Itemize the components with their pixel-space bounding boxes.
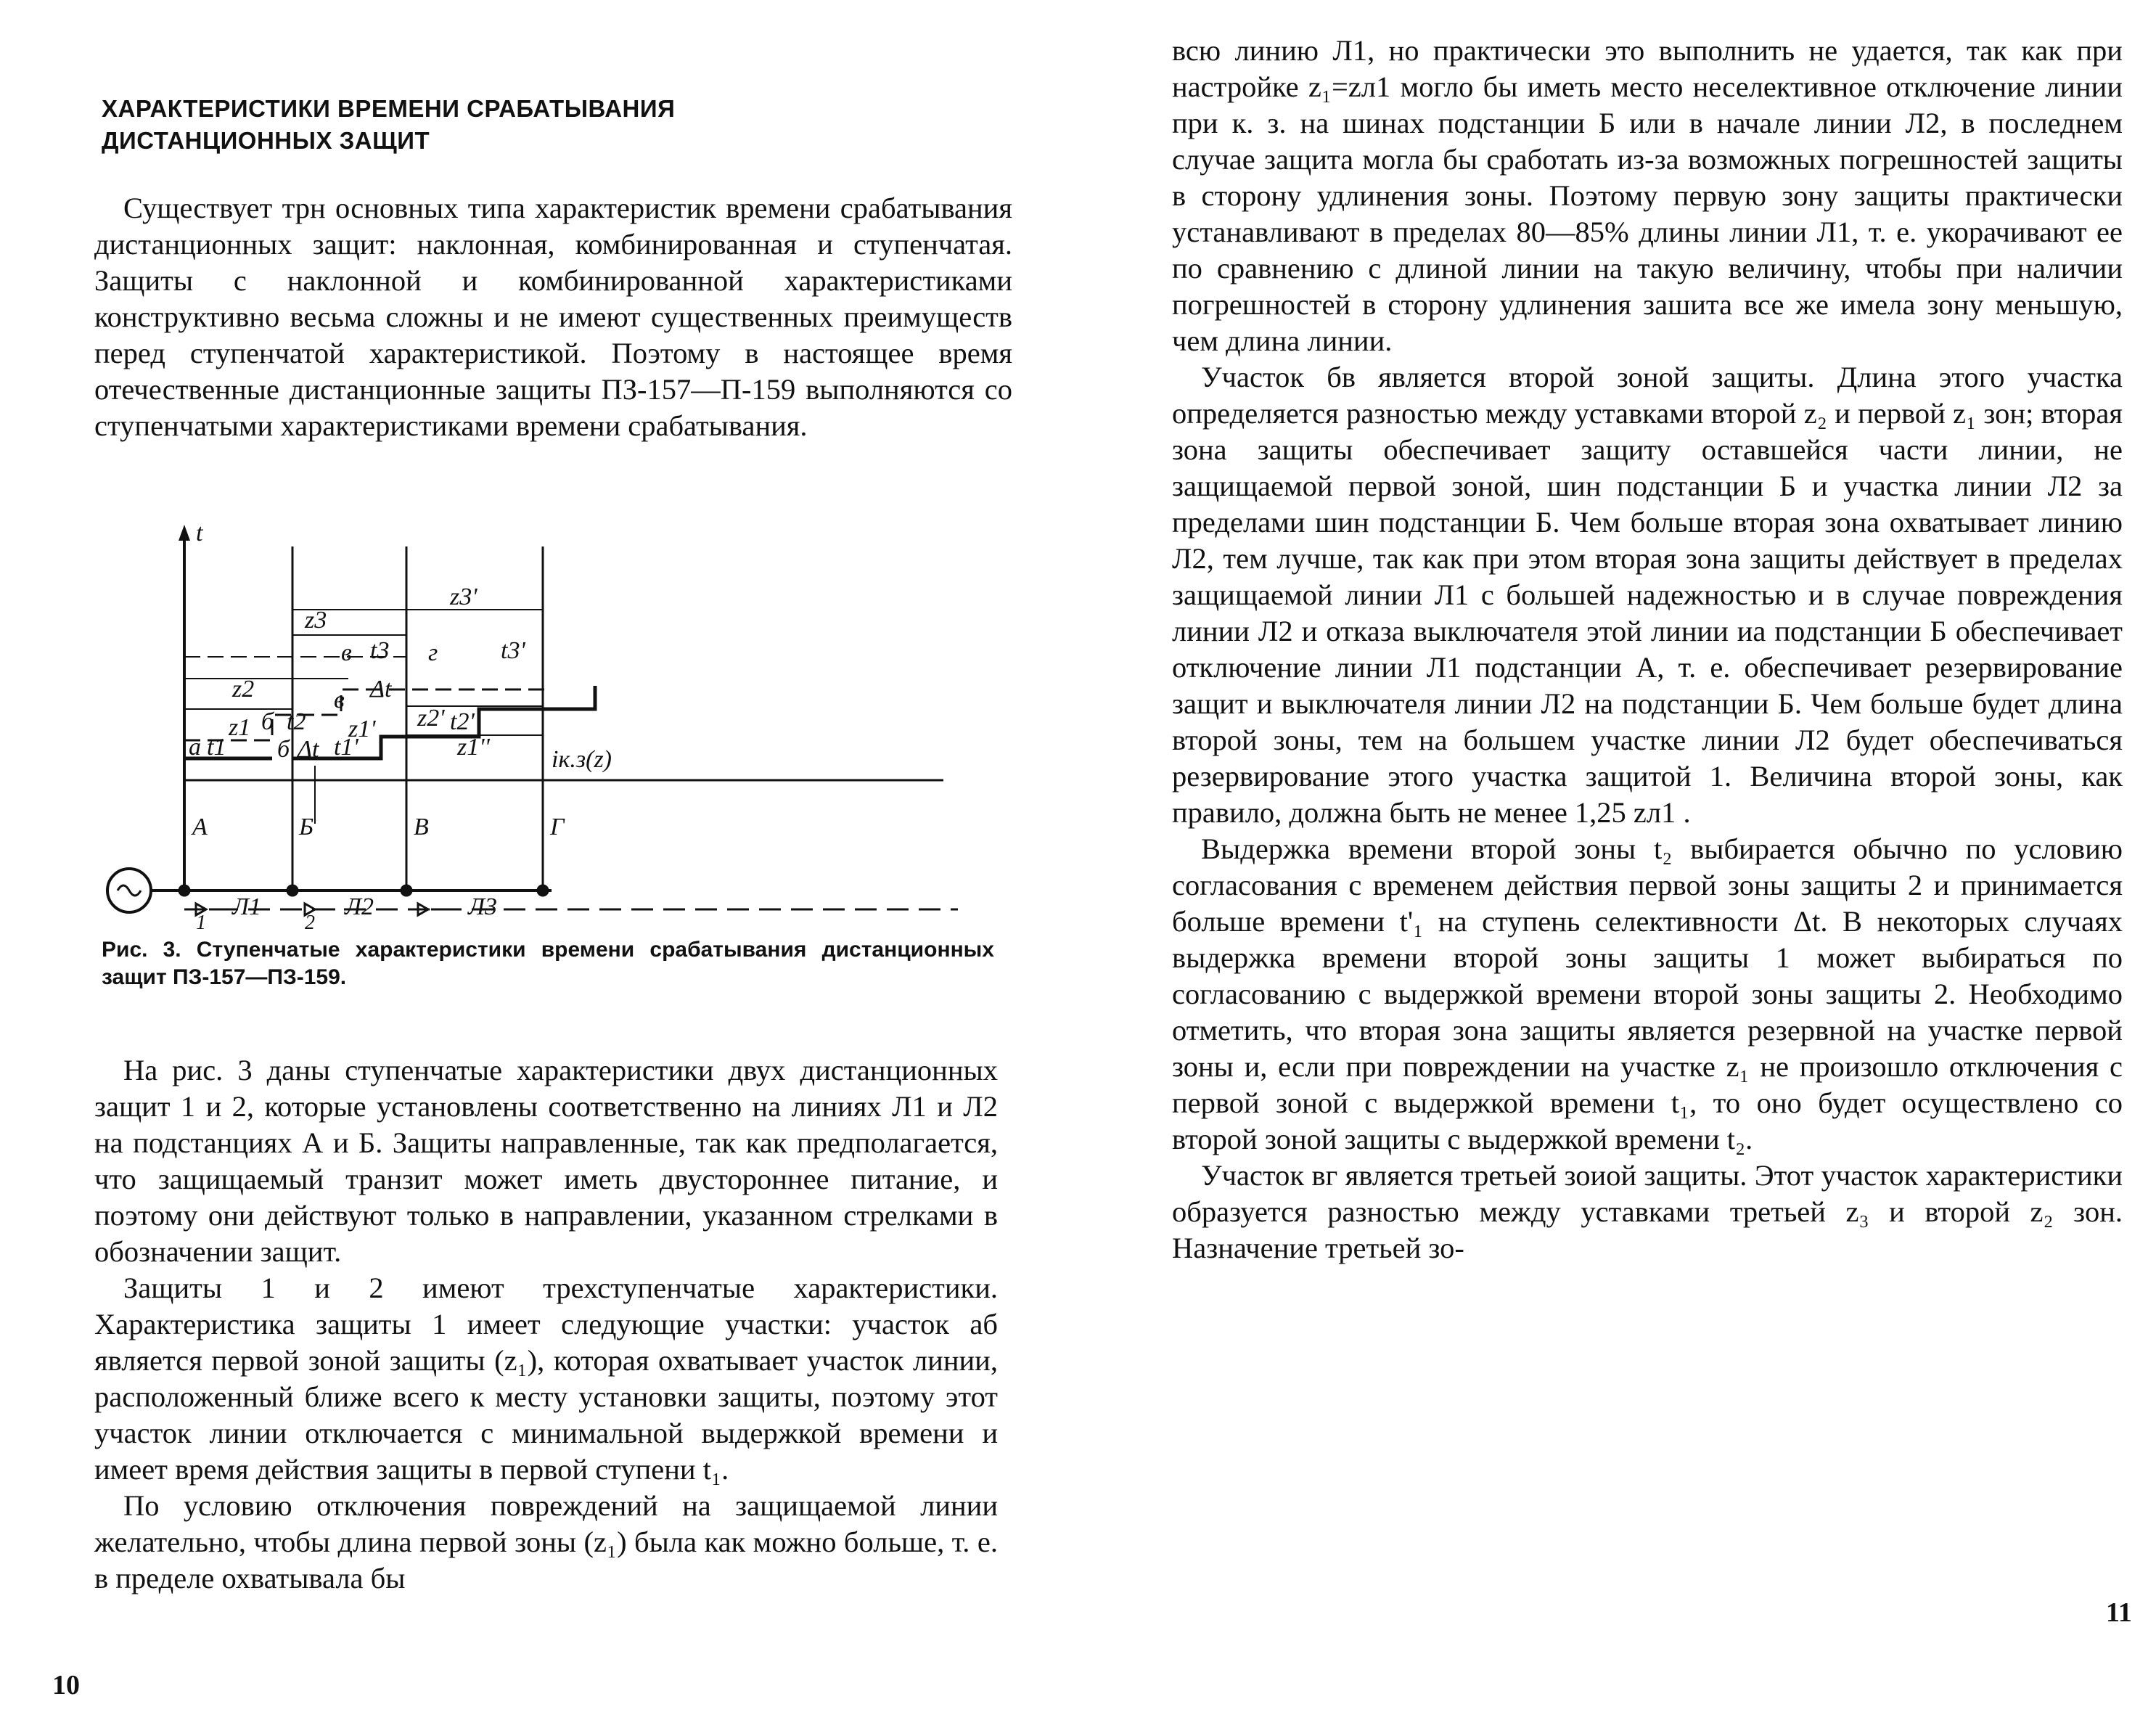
figure-caption: Рис. 3. Ступенчатые характеристики времени срабатывания дистанционных защит ПЗ-157—ПЗ-159.	[102, 938, 994, 989]
bus-label-b: Б	[299, 814, 314, 840]
sine-icon	[118, 885, 141, 896]
line-label-l2: Л2	[345, 893, 374, 920]
line-label-l1: Л1	[232, 893, 262, 920]
paragraph-r4: Участок вг является третьей зоиой защиты. Этот участок характеристики образуется разностью между уставками третьей z₃ и второй z₂ зон. Назначение третьей зо-	[1172, 1159, 2123, 1264]
paragraph-r3: Выдержка времени второй зоны t₂ выбирается обычно по условию согласования с временем действия первой зоны защиты 2 и принимается больше времени t'₁ на ступень селективности Δt. В некоторых случаях выдержка времени второй зоны защиты 1 может выбираться по согласованию с выдержкой времени второй зоны защиты 2. Необходимо отметить, что вторая зона защиты является резервной на участке первой зоны и, если при повреждении на участке z₁ не произошло отключения с первой зоной с выдержкой времени t₁, то оно будет осуществлено со второй зоной защиты с выдержкой времени t₂.	[1172, 832, 2123, 1155]
zone-label-z1prime: z1'	[348, 716, 376, 742]
zone-label-z1: z1	[229, 714, 251, 741]
paragraph-3: Защиты 1 и 2 имеют трехступенчатые характеристики. Характеристика защиты 1 имеет следующие участки: участок аб является первой зоной защиты (z₁), которая охватывает участок линии, расположенный ближе всего к месту установки защиты, поэтому этот участок линии отключается с минимальной выдержкой времени и имеет время действия защиты в первой ступени t₁.	[94, 1272, 998, 1486]
paragraph-2: На рис. 3 даны ступенчатые характеристики двух дистанционных защит 1 и 2, которые установлены соответственно на линиях Л1 и Л2 на подстанциях А и Б. Защиты направленные, так как предполагается, что защищаемый транзит может иметь двустороннее питание, и поэтому они действуют только в направлении, указанном стрелками в обозначении защит.	[94, 1054, 998, 1268]
point-label-v2: в	[341, 639, 352, 666]
intro-text	[94, 190, 1012, 444]
node-b	[287, 885, 298, 896]
point-label-b1: б	[277, 736, 290, 763]
heading-line-2: ДИСТАНЦИОННЫХ ЗАЩИТ	[102, 127, 430, 154]
t-axis-label: t	[196, 520, 203, 546]
zone-label-t1: t1	[207, 734, 226, 761]
stepped-characteristics-diagram	[87, 519, 1001, 929]
paragraph-r2: Участок бв является второй зоной защиты. Длина этого участка определяется разностью между уставками второй z₂ и первой z₁ зон; вторая зона защиты обеспечивает защиту оставшейся части линии, не защищаемой первой зоной, шин подстанции Б и участка линии Л2 за пределами шин подстанции Б. Чем больше вторая зона охватывает линию Л2, тем лучше, так как при этом вторая зона защиты действует в пределах защищаемой линии Л1 с большей надежностью и в случае повреждения линии Л2 и отказа выключателя этой линии иа подстанции Б обеспечивает отключение линии Л1 подстанции А, т. е. обеспечивает резервирование защит и выключателя линии Л2 на подстанции Б. Чем больше будет длина второй зоны, тем на большем участке линии Л2 будет обеспечиваться резервирование этого участка защитой 1. Величина второй зоны, как правило, должна быть не менее 1,25 zл1 .	[1172, 361, 2123, 829]
left-body-text	[94, 1052, 998, 1597]
zone-label-t2: t2	[287, 708, 306, 735]
zone-label-t3prime: t3'	[501, 637, 525, 664]
node-g	[537, 885, 549, 896]
t-axis-arrow	[179, 525, 190, 541]
bus-label-a: А	[192, 814, 208, 840]
point-label-a: а	[189, 734, 201, 761]
node-a	[179, 885, 190, 896]
node-v	[401, 885, 412, 896]
zone-label-delta-t-1: Δt	[370, 676, 392, 703]
protection-label-1: 1	[196, 912, 206, 929]
left-page	[0, 0, 1067, 1736]
heading-line-1: ХАРАКТЕРИСТИКИ ВРЕМЕНИ СРАБАТЫВАНИЯ	[102, 95, 676, 122]
point-label-g: г	[428, 639, 438, 666]
right-body-text	[1172, 33, 2123, 1266]
zone-label-t1prime: t1'	[334, 734, 358, 761]
point-label-b2: б	[261, 708, 274, 735]
section-heading	[102, 93, 827, 157]
page-number-left: 10	[52, 1670, 80, 1700]
paragraph-4: По условию отключения повреждений на защищаемой линии желательно, чтобы длина первой зоны (z₁) была как можно больше, т. е. в пределе охватывала бы	[94, 1489, 998, 1594]
bus-label-v: В	[414, 814, 429, 840]
page-number-right: 11	[2106, 1597, 2132, 1628]
intro-paragraph: Существует трн основных типа характеристик времени срабатывания дистанционных защит: наклонная, комбинированная и ступенчатая. Защиты с наклонной и комбинированной характеристиками конструктивно весьма сложны и не имеют существенных преимуществ перед ступенчатой характеристикой. Поэтому в настоящее время отечественные дистанционные защиты ПЗ-157—П-159 выполняются со ступенчатыми характеристиками времени срабатывания.	[94, 192, 1012, 442]
zone-label-delta-t-2: Δt	[298, 736, 319, 763]
point-label-v1: в	[334, 687, 345, 713]
zone-label-t2prime: t2'	[450, 708, 475, 735]
zone-label-z3: z3	[305, 607, 327, 634]
zone-label-z2prime: z2'	[417, 705, 445, 732]
zone-label-t3: t3	[370, 637, 390, 664]
right-page	[1067, 0, 2156, 1736]
line-label-l3: Л3	[468, 893, 498, 920]
bus-label-g: Г	[550, 814, 565, 840]
paragraph-r1: всю линию Л1, но практически это выполнить не удается, так как при настройке z₁=zл1 могло бы иметь место неселективное отключение линии при к. з. на шинах подстанции Б или в начале линии Л2, в последнем случае защита могла бы сработать из-за возможных погрешностей защиты в сторону удлинения зоны. Поэтому первую зону защиты практически устанавливают в пределах 80—85% длины линии Л1, т. е. укорачивают ее по сравнению с длиной линии на такую величину, чтобы при наличии погрешностей в сторону удлинения зашита все же имела зону меньшую, чем длина линии.	[1172, 34, 2123, 357]
zone-label-z3prime: z3'	[450, 584, 477, 610]
protection-label-2: 2	[305, 912, 315, 929]
figure-3	[87, 519, 1001, 929]
zone-label-z1dblprime: z1''	[457, 734, 490, 761]
zone-label-z2: z2	[232, 676, 255, 703]
curve-label: iк.з(z)	[552, 746, 612, 773]
